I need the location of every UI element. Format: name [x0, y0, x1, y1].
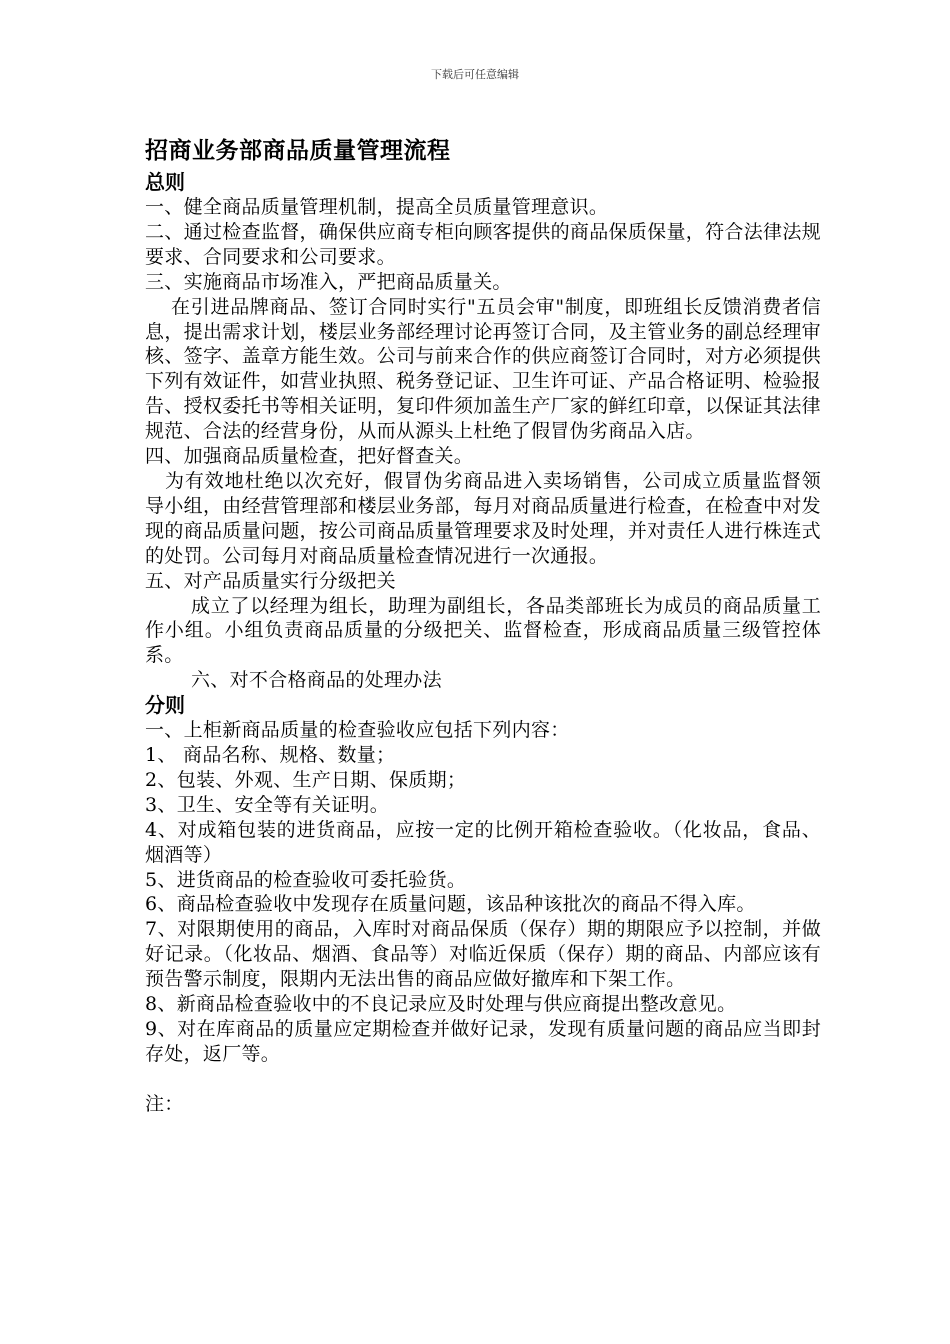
general-paragraph-3-body: 在引进品牌商品、签订合同时实行"五员会审"制度，即班组长反馈消费者信息，提出需求计划，楼层业务部经理讨论再签订合同，及主管业务的副总经理审核、签字、盖章方能生效。公司与前来合作的供应商签订合同时，对方必须提供下列有效证件，如营业执照、税务登记证、卫生许可证、产品合格证明、检验报告、授权委托书等相关证明，复印件须加盖生产厂家的鲜红印章，以保证其法律规范、合法的经营身份，从而从源头上杜绝了假冒伪劣商品入店。 [145, 295, 821, 443]
blank-line [145, 1067, 821, 1092]
general-paragraph-2: 二、通过检查监督，确保供应商专柜向顾客提供的商品保质保量，符合法律法规要求、合同要求和公司要求。 [145, 220, 821, 268]
detail-item-9: 9、对在库商品的质量应定期检查并做好记录，发现有质量问题的商品应当即封存处，返厂等。 [145, 1018, 821, 1065]
document-body [145, 136, 821, 1117]
general-paragraph-1: 一、健全商品质量管理机制，提高全员质量管理意识。 [145, 196, 609, 218]
detail-item-7: 7、对限期使用的商品，入库时对商品保质（保存）期的期限应予以控制，并做好记录。（化妆品、烟酒、食品等）对临近保质（保存）期的商品、内部应该有预告警示制度，限期内无法出售的商品应做好撤库和下架工作。 [145, 918, 821, 991]
detail-item-1: 1、 商品名称、规格、数量； [145, 744, 396, 767]
detail-item-4: 4、对成箱包装的进货商品，应按一定的比例开箱检查验收。（化妆品，食品、烟酒等） [145, 818, 821, 866]
page-title: 招商业务部商品质量管理流程 [145, 138, 451, 164]
general-paragraph-6: 六、对不合格商品的处理办法 [191, 669, 442, 692]
note-label: 注： [145, 1092, 184, 1115]
general-paragraph-5-body: 成立了以经理为组长，助理为副组长，各品类部班长为成员的商品质量工作小组。小组负责商品质量的分级把关、监督检查，形成商品质量三级管控体系。 [145, 594, 821, 667]
detail-item-2: 2、包装、外观、生产日期、保质期； [145, 768, 467, 791]
general-paragraph-5: 五、对产品质量实行分级把关 [145, 569, 396, 592]
general-paragraph-4: 四、加强商品质量检查，把好督查关。 [145, 445, 474, 468]
detail-item-3: 3、卫生、安全等有关证明。 [145, 793, 389, 816]
general-paragraph-4-body: 为有效地杜绝以次充好，假冒伪劣商品进入卖场销售，公司成立质量监督领导小组，由经营管理部和楼层业务部，每月对商品质量进行检查，在检查中对发现的商品质量问题，按公司商品质量管理要求及时处理，并对责任人进行株连式的处罚。公司每月对商品质量检查情况进行一次通报。 [145, 469, 821, 567]
detail-intro: 一、上柜新商品质量的检查验收应包括下列内容： [145, 719, 570, 742]
general-heading: 总则 [145, 170, 185, 194]
general-paragraph-3: 三、实施商品市场准入，严把商品质量关。 [145, 270, 512, 293]
detail-item-6: 6、商品检查验收中发现存在质量问题，该品种该批次的商品不得入库。 [145, 893, 756, 916]
detail-item-5: 5、进货商品的检查验收可委托验货。 [145, 868, 467, 891]
detail-item-8: 8、新商品检查验收中的不良记录应及时处理与供应商提出整改意见。 [145, 993, 737, 1016]
header-note: 下载后可任意编辑 [431, 68, 519, 81]
detail-heading: 分则 [145, 693, 185, 718]
